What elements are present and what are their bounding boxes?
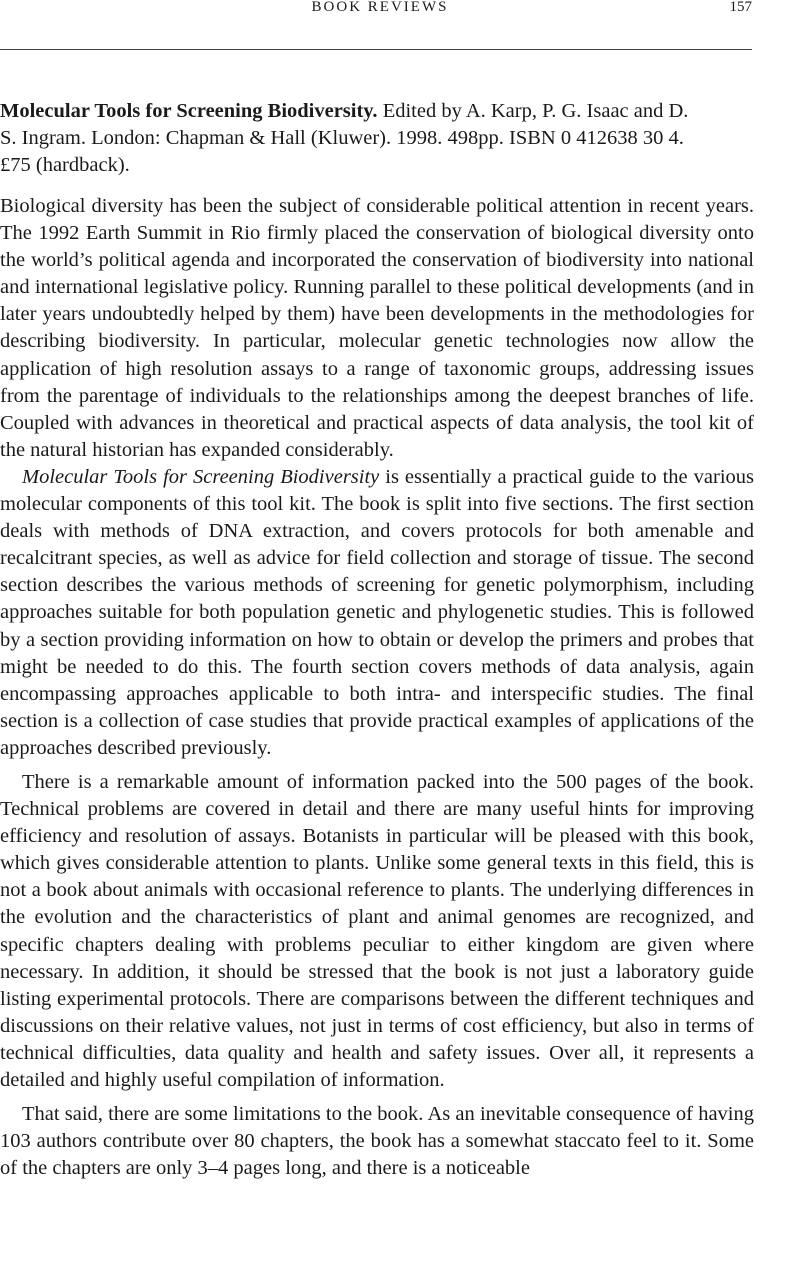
paragraph-3-text: There is a remarkable amount of information packed into the 500 pages of the book. Technical problems are covered in detail and there are many useful hints for improving efficiency and resolution of assays. Botanists in particular will be pleased with this book, which gives considerable attention to plants. Unlike some general texts in this field, this is not a book about animals with occasional reference to plants. The underlying differences in the evolution and the characteristics of plant and animal genomes are recognized, and specific chapters dealing with problems peculiar to either kingdom are given where necessary. In addition, it should be stressed that the book is not just a laboratory guide listing experimental protocols. There are comparisons between the different techniques and discussions on their relative values, not just in terms of cost efficiency, but also in terms of technical difficulties, data quality and health and safety issues. Over all, it represents a detailed and highly useful compilation of information. (0, 770, 754, 1091)
page-number: 157 (729, 0, 752, 15)
citation-details: Edited by A. Karp, P. G. Isaac and D. S. Ingram. London: Chapman & Hall (Kluwer). 1998. 498pp. ISBN 0 412638 30 4. £75 (hardback). (0, 100, 689, 177)
book-title: Molecular Tools for Screening Biodiversity. (0, 100, 378, 122)
paragraph-3 (0, 769, 754, 1094)
paragraph-2 (0, 464, 754, 762)
paragraph-2-text: is essentially a practical guide to the various molecular components of this tool kit. The book is split into five sections. The first section deals with methods of DNA extraction, and covers protocols for both amenable and recalcitrant species, as well as advice for field collection and storage of tissue. The second section describes the various methods of screening for genetic polymorphism, including approaches suitable for both population genetic and phylogenetic studies. This is followed by a section providing information on how to obtain or develop the primers and probes that might be needed to do this. The fourth section covers methods of data analysis, again encompassing approaches applicable to both intra- and interspecific studies. The final section is a collection of case studies that provide practical examples of applications of the approaches described previously. (0, 465, 754, 759)
paragraph-2-italic-title: Molecular Tools for Screening Biodiversity (22, 465, 380, 488)
review-body (0, 98, 754, 1182)
running-header (0, 0, 800, 24)
header-rule (0, 49, 752, 50)
paragraph-1-text: Biological diversity has been the subject of considerable political attention in recent years. The 1992 Earth Summit in Rio firmly placed the conservation of biological diversity onto the world’s political agenda and incorporated the conservation of biodiversity into national and international legislative policy. Running parallel to these political developments (and in later years undoubtedly helped by them) have been developments in the methodologies for describing biodiversity. In particular, molecular genetic technologies now allow the application of high resolution assays to a range of taxonomic groups, addressing issues from the parentage of individuals to the relationships among the deepest branches of life. Coupled with advances in theoretical and practical aspects of data analysis, the tool kit of the natural historian has expanded considerably. (0, 195, 754, 461)
paragraph-4-text: That said, there are some limitations to the book. As an inevitable consequence of having 103 authors contribute over 80 chapters, the book has a somewhat staccato feel to it. Some of the chapters are only 3–4 pages long, and there is a noticeable (0, 1103, 754, 1180)
running-title: BOOK REVIEWS (311, 0, 449, 15)
book-citation (0, 98, 754, 181)
paragraph-4 (0, 1101, 754, 1182)
paragraph-1 (0, 193, 754, 464)
